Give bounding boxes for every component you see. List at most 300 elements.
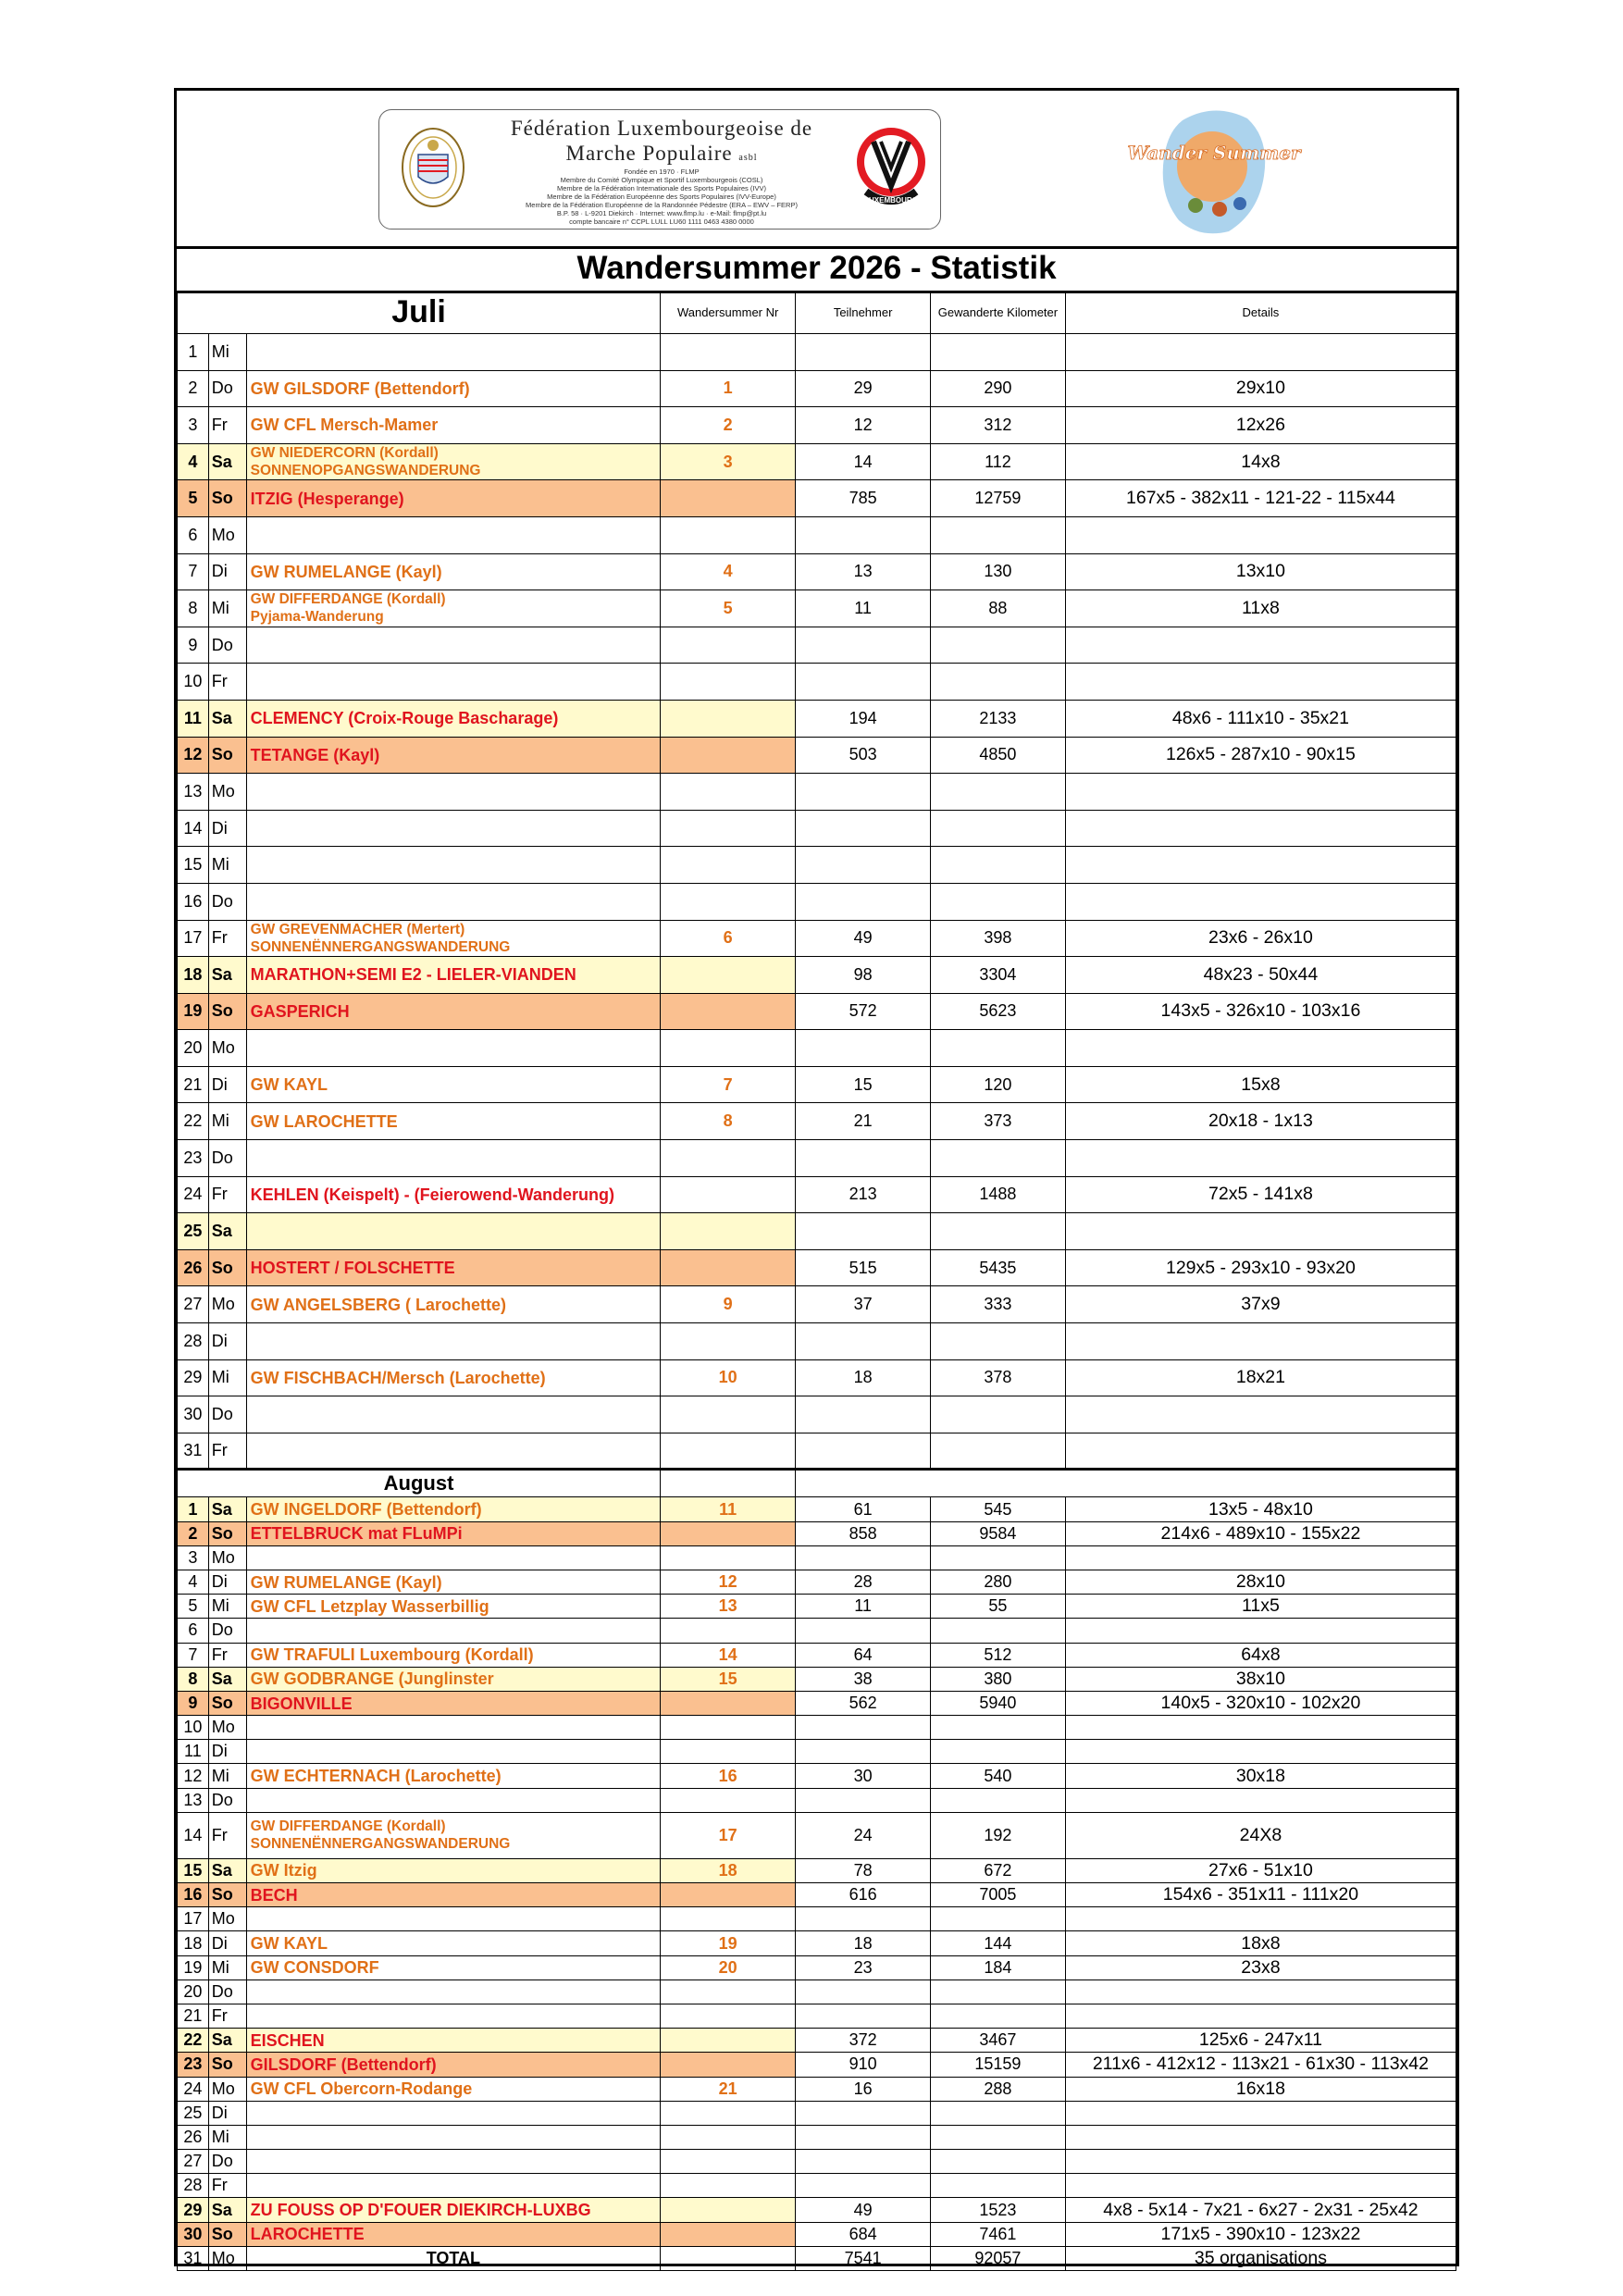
event-subtitle: SONNENËNNERGANGSWANDERUNG (250, 1836, 511, 1853)
table-row (178, 334, 1456, 371)
participants-cell (796, 2150, 931, 2174)
details-cell (1065, 1788, 1456, 1812)
participants-cell: 562 (796, 1691, 931, 1715)
event-name: GW GODBRANGE (Junglinster (250, 1669, 494, 1689)
wandersummer-nr-cell: 20 (661, 1955, 796, 1980)
event-name: GW CFL Mersch-Mamer (250, 416, 439, 435)
page-title: Wandersummer 2026 - Statistik (177, 246, 1456, 293)
table-row (178, 1667, 1456, 1691)
event-name: BECH (250, 1885, 298, 1905)
event-name: GW ANGELSBERG ( Larochette) (250, 1295, 506, 1314)
statistics-sheet (174, 88, 1459, 2266)
weekday-cell: Mo (208, 1716, 246, 1740)
km-cell (931, 1323, 1066, 1360)
fineprint-line: Membre de la Fédération Internationale des Sports Populaires (IVV) (557, 184, 766, 192)
wandersummer-nr-cell: 3 (661, 443, 796, 480)
participants-cell: 78 (796, 1858, 931, 1882)
details-cell (1065, 1980, 1456, 2004)
details-cell (1065, 1323, 1456, 1360)
day-cell: 26 (178, 1249, 209, 1286)
table-row (178, 1176, 1456, 1213)
details-cell (1065, 1740, 1456, 1764)
day-cell: 27 (178, 1286, 209, 1323)
day-cell: 4 (178, 1570, 209, 1594)
event-cell (246, 2246, 660, 2270)
event-cell (246, 1066, 660, 1103)
km-cell: 3467 (931, 2029, 1066, 2053)
event-cell (246, 1716, 660, 1740)
details-cell (1065, 847, 1456, 884)
event-name: GW GREVENMACHER (Mertert) (250, 921, 465, 937)
details-cell: 143x5 - 326x10 - 103x16 (1065, 993, 1456, 1030)
wandersummer-nr-cell (661, 2004, 796, 2028)
details-cell: 171x5 - 390x10 - 123x22 (1065, 2222, 1456, 2246)
wandersummer-nr-cell (661, 1396, 796, 1433)
km-cell (931, 1396, 1066, 1433)
weekday-cell: Sa (208, 443, 246, 480)
event-name: GW ECHTERNACH (Larochette) (250, 1767, 502, 1786)
event-name: GW Itzig (250, 1861, 317, 1880)
day-cell: 15 (178, 847, 209, 884)
table-row (178, 1497, 1456, 1521)
event-cell (246, 1323, 660, 1360)
details-cell: 23x6 - 26x10 (1065, 920, 1456, 957)
event-name: GW NIEDERCORN (Kordall) (250, 445, 439, 462)
details-cell (1065, 2174, 1456, 2198)
day-cell: 31 (178, 2246, 209, 2270)
participants-cell: 616 (796, 1883, 931, 1907)
table-row (178, 1883, 1456, 1907)
event-cell (246, 1433, 660, 1470)
table-row (178, 1249, 1456, 1286)
participants-cell: 11 (796, 590, 931, 627)
event-cell (246, 847, 660, 884)
day-cell: 9 (178, 627, 209, 664)
table-row (178, 1716, 1456, 1740)
weekday-cell: So (208, 993, 246, 1030)
day-cell: 8 (178, 1667, 209, 1691)
event-cell (246, 1764, 660, 1788)
details-cell (1065, 1396, 1456, 1433)
day-cell: 7 (178, 553, 209, 590)
details-cell: 37x9 (1065, 1286, 1456, 1323)
weekday-cell: Sa (208, 1667, 246, 1691)
wandersummer-nr-cell (661, 1030, 796, 1067)
day-cell: 14 (178, 1812, 209, 1858)
details-cell: 18x8 (1065, 1931, 1456, 1955)
fineprint-line: Membre du Comité Olympique et Sportif Luxembourgeois (COSL) (560, 176, 763, 184)
weekday-cell: Di (208, 553, 246, 590)
table-row (178, 1521, 1456, 1545)
event-cell (246, 2053, 660, 2077)
table-row (178, 370, 1456, 407)
event-cell (246, 553, 660, 590)
event-cell (246, 1955, 660, 1980)
participants-cell: 49 (796, 2198, 931, 2222)
day-cell: 29 (178, 1359, 209, 1396)
event-cell (246, 737, 660, 774)
wandersummer-nr-cell (661, 1323, 796, 1360)
km-cell: 12759 (931, 480, 1066, 517)
event-name: EISCHEN (250, 2030, 325, 2050)
km-cell (931, 1140, 1066, 1177)
header-logos (177, 91, 1456, 249)
table-row (178, 1643, 1456, 1667)
col-header-nr: Wandersummer Nr (661, 292, 796, 334)
table-row (178, 1570, 1456, 1594)
wandersummer-nr-cell (661, 1140, 796, 1177)
wandersummer-nr-cell: 13 (661, 1595, 796, 1619)
wandersummer-nr-cell (661, 516, 796, 553)
table-row (178, 993, 1456, 1030)
participants-cell (796, 1396, 931, 1433)
wandersummer-nr-cell (661, 2053, 796, 2077)
table-row (178, 516, 1456, 553)
event-name: LAROCHETTE (250, 2225, 365, 2244)
details-cell: 125x6 - 247x11 (1065, 2029, 1456, 2053)
table-row (178, 1858, 1456, 1882)
table-row (178, 590, 1456, 627)
event-cell (246, 1619, 660, 1643)
table-row (178, 2125, 1456, 2149)
wandersummer-nr-cell (661, 2198, 796, 2222)
participants-cell (796, 2174, 931, 2198)
table-row (178, 1812, 1456, 1858)
participants-cell: 24 (796, 1812, 931, 1858)
event-cell (246, 443, 660, 480)
weekday-cell: Fr (208, 1176, 246, 1213)
weekday-cell: Mi (208, 847, 246, 884)
wandersummer-nr-cell (661, 2174, 796, 2198)
km-cell (931, 2174, 1066, 2198)
weekday-cell: So (208, 1691, 246, 1715)
event-cell (246, 1545, 660, 1570)
wandersummer-nr-cell: 11 (661, 1497, 796, 1521)
participants-cell (796, 664, 931, 701)
table-row (178, 1140, 1456, 1177)
table-row (178, 1323, 1456, 1360)
km-cell: 312 (931, 407, 1066, 444)
wandersummer-nr-cell (661, 2101, 796, 2125)
weekday-cell: Sa (208, 1497, 246, 1521)
km-cell (931, 1980, 1066, 2004)
event-name: BIGONVILLE (250, 1694, 353, 1713)
weekday-cell: Fr (208, 1643, 246, 1667)
participants-cell: 98 (796, 957, 931, 994)
details-cell: 13x10 (1065, 553, 1456, 590)
participants-cell (796, 2101, 931, 2125)
wandersummer-nr-cell (661, 957, 796, 994)
wandersummer-nr-cell (661, 627, 796, 664)
weekday-cell: Sa (208, 2198, 246, 2222)
participants-cell: 503 (796, 737, 931, 774)
day-cell: 16 (178, 1883, 209, 1907)
federation-name-line1: Fédération Luxembourgeoise de (510, 117, 813, 140)
table-row (178, 847, 1456, 884)
day-cell: 10 (178, 1716, 209, 1740)
table-row (178, 2222, 1456, 2246)
km-cell (931, 2101, 1066, 2125)
event-name: ITZIG (Hesperange) (250, 489, 404, 508)
wandersummer-nr-cell: 5 (661, 590, 796, 627)
km-cell: 380 (931, 1667, 1066, 1691)
federation-name (467, 116, 856, 170)
wandersummer-nr-cell (661, 334, 796, 371)
day-cell: 5 (178, 480, 209, 517)
table-row (178, 920, 1456, 957)
event-name: GASPERICH (250, 1001, 350, 1021)
weekday-cell: Mi (208, 1764, 246, 1788)
table-row (178, 1619, 1456, 1643)
wandersummer-nr-cell (661, 1545, 796, 1570)
wandersummer-nr-cell (661, 1619, 796, 1643)
table-row (178, 480, 1456, 517)
weekday-cell: Fr (208, 1812, 246, 1858)
weekday-cell: Do (208, 1619, 246, 1643)
wandersummer-nr-cell: 4 (661, 553, 796, 590)
day-cell: 25 (178, 2101, 209, 2125)
wandersummer-nr-cell (661, 1249, 796, 1286)
empty-cell (931, 1470, 1066, 1497)
participants-cell: 64 (796, 1643, 931, 1667)
event-cell (246, 1359, 660, 1396)
event-subtitle: SONNENËNNERGANGSWANDERUNG (250, 938, 511, 955)
table-row (178, 2150, 1456, 2174)
table-row (178, 1764, 1456, 1788)
day-cell: 11 (178, 700, 209, 737)
table-row (178, 737, 1456, 774)
participants-cell (796, 1788, 931, 1812)
km-cell (931, 1619, 1066, 1643)
details-cell: 13x5 - 48x10 (1065, 1497, 1456, 1521)
day-cell: 29 (178, 2198, 209, 2222)
event-cell (246, 1643, 660, 1667)
km-cell: 5435 (931, 1249, 1066, 1286)
day-cell: 28 (178, 1323, 209, 1360)
participants-cell: 12 (796, 407, 931, 444)
weekday-cell: Mi (208, 1359, 246, 1396)
km-cell: 192 (931, 1812, 1066, 1858)
weekday-cell: So (208, 1249, 246, 1286)
participants-cell: 684 (796, 2222, 931, 2246)
day-cell: 22 (178, 2029, 209, 2053)
participants-cell: 38 (796, 1667, 931, 1691)
km-cell: 5623 (931, 993, 1066, 1030)
day-cell: 24 (178, 1176, 209, 1213)
table-row (178, 553, 1456, 590)
details-cell: 48x6 - 111x10 - 35x21 (1065, 700, 1456, 737)
weekday-cell: Mo (208, 1286, 246, 1323)
participants-cell (796, 883, 931, 920)
participants-cell: 14 (796, 443, 931, 480)
event-cell (246, 1907, 660, 1931)
table-row (178, 2077, 1456, 2101)
details-cell: 72x5 - 141x8 (1065, 1176, 1456, 1213)
weekday-cell: Di (208, 1323, 246, 1360)
wandersummer-nr-cell: 15 (661, 1667, 796, 1691)
federation-fineprint (477, 168, 847, 226)
event-cell (246, 810, 660, 847)
km-cell (931, 1030, 1066, 1067)
participants-cell: 37 (796, 1286, 931, 1323)
event-cell (246, 334, 660, 371)
event-cell (246, 1812, 660, 1858)
wandersummer-nr-cell (661, 737, 796, 774)
event-cell (246, 1931, 660, 1955)
participants-cell (796, 334, 931, 371)
event-name: GW CFL Letzplay Wasserbillig (250, 1596, 489, 1616)
participants-cell (796, 627, 931, 664)
details-cell: 4x8 - 5x14 - 7x21 - 6x27 - 2x31 - 25x42 (1065, 2198, 1456, 2222)
details-cell (1065, 1140, 1456, 1177)
details-cell (1065, 334, 1456, 371)
wandersummer-logo-icon (1127, 102, 1301, 241)
weekday-cell: Fr (208, 407, 246, 444)
weekday-cell: Mo (208, 1907, 246, 1931)
table-row (178, 810, 1456, 847)
km-cell: 4850 (931, 737, 1066, 774)
day-cell: 27 (178, 2150, 209, 2174)
table-row (178, 443, 1456, 480)
participants-cell (796, 1980, 931, 2004)
fineprint-line: B.P. 58 · L-9201 Diekirch · Internet: www.flmp.lu · e-Mail: flmp@pt.lu (556, 209, 767, 217)
km-cell: 398 (931, 920, 1066, 957)
wandersummer-nr-cell (661, 2125, 796, 2149)
day-cell: 13 (178, 1788, 209, 1812)
details-cell (1065, 810, 1456, 847)
wandersummer-nr-cell: 9 (661, 1286, 796, 1323)
km-cell (931, 2125, 1066, 2149)
table-row (178, 1955, 1456, 1980)
participants-cell: 23 (796, 1955, 931, 1980)
wandersummer-nr-cell (661, 1883, 796, 1907)
day-cell: 12 (178, 1764, 209, 1788)
event-cell (246, 2125, 660, 2149)
participants-cell (796, 1030, 931, 1067)
day-cell: 3 (178, 1545, 209, 1570)
day-cell: 19 (178, 1955, 209, 1980)
details-cell: 27x6 - 51x10 (1065, 1858, 1456, 1882)
event-name: GW DIFFERDANGE (Kordall) (250, 1818, 446, 1835)
day-cell: 30 (178, 1396, 209, 1433)
table-row (178, 1595, 1456, 1619)
day-cell: 21 (178, 1066, 209, 1103)
day-cell: 31 (178, 1433, 209, 1470)
wandersummer-nr-cell (661, 1213, 796, 1250)
km-cell: 184 (931, 1955, 1066, 1980)
empty-cell (661, 1470, 796, 1497)
table-row (178, 774, 1456, 811)
km-cell: 130 (931, 553, 1066, 590)
event-name: GW TRAFULI Luxembourg (Kordall) (250, 1645, 534, 1665)
details-cell: 12x26 (1065, 407, 1456, 444)
wander-logo-text: Wander Summer (1127, 142, 1301, 164)
event-name: HOSTERT / FOLSCHETTE (250, 1259, 455, 1278)
weekday-cell: So (208, 1883, 246, 1907)
km-cell (931, 774, 1066, 811)
participants-cell: 49 (796, 920, 931, 957)
event-cell (246, 1521, 660, 1545)
day-cell: 7 (178, 1643, 209, 1667)
km-cell: 15159 (931, 2053, 1066, 2077)
col-header-participants: Teilnehmer (796, 292, 931, 334)
weekday-cell: Mi (208, 1955, 246, 1980)
event-cell (246, 1176, 660, 1213)
event-cell (246, 1883, 660, 1907)
weekday-cell: Sa (208, 2029, 246, 2053)
km-cell: 512 (931, 1643, 1066, 1667)
table-row (178, 1691, 1456, 1715)
details-cell: 16x18 (1065, 2077, 1456, 2101)
km-cell: 88 (931, 590, 1066, 627)
event-cell (246, 2077, 660, 2101)
weekday-cell: Fr (208, 920, 246, 957)
details-cell (1065, 516, 1456, 553)
event-name: TETANGE (Kayl) (250, 745, 380, 764)
wandersummer-nr-cell: 14 (661, 1643, 796, 1667)
details-cell: 129x5 - 293x10 - 93x20 (1065, 1249, 1456, 1286)
wandersummer-nr-cell (661, 1716, 796, 1740)
federation-seal-icon (400, 125, 466, 210)
day-cell: 9 (178, 1691, 209, 1715)
weekday-cell: Mi (208, 1595, 246, 1619)
wandersummer-nr-cell (661, 2029, 796, 2053)
km-cell: 1488 (931, 1176, 1066, 1213)
wandersummer-nr-cell (661, 1907, 796, 1931)
event-name: KEHLEN (Keispelt) - (Feierowend-Wanderung) (250, 1185, 614, 1204)
day-cell: 1 (178, 1497, 209, 1521)
weekday-cell: Mo (208, 516, 246, 553)
wandersummer-nr-cell: 2 (661, 407, 796, 444)
details-cell: 29x10 (1065, 370, 1456, 407)
table-row (178, 1103, 1456, 1140)
details-cell: 14x8 (1065, 443, 1456, 480)
table-row (178, 1286, 1456, 1323)
july-rows (178, 334, 1456, 1470)
event-cell (246, 1497, 660, 1521)
participants-cell: 28 (796, 1570, 931, 1594)
details-cell: 23x8 (1065, 1955, 1456, 1980)
weekday-cell: Do (208, 2150, 246, 2174)
participants-cell (796, 516, 931, 553)
wandersummer-nr-cell: 16 (661, 1764, 796, 1788)
details-cell: 64x8 (1065, 1643, 1456, 1667)
day-cell: 16 (178, 883, 209, 920)
participants-cell (796, 1213, 931, 1250)
km-cell (931, 516, 1066, 553)
table-row (178, 1359, 1456, 1396)
event-cell (246, 957, 660, 994)
table-row (178, 664, 1456, 701)
weekday-cell: Di (208, 1570, 246, 1594)
details-cell: 154x6 - 351x11 - 111x20 (1065, 1883, 1456, 1907)
participants-cell: 15 (796, 1066, 931, 1103)
empty-cell (796, 1470, 931, 1497)
table-row (178, 1213, 1456, 1250)
wandersummer-nr-cell (661, 700, 796, 737)
weekday-cell: Di (208, 2101, 246, 2125)
day-cell: 15 (178, 1858, 209, 1882)
day-cell: 30 (178, 2222, 209, 2246)
weekday-cell: Sa (208, 700, 246, 737)
event-cell (246, 1740, 660, 1764)
table-row (178, 1545, 1456, 1570)
participants-cell: 29 (796, 370, 931, 407)
wandersummer-nr-cell (661, 1980, 796, 2004)
day-cell: 18 (178, 957, 209, 994)
day-cell: 6 (178, 1619, 209, 1643)
table-row (178, 2198, 1456, 2222)
